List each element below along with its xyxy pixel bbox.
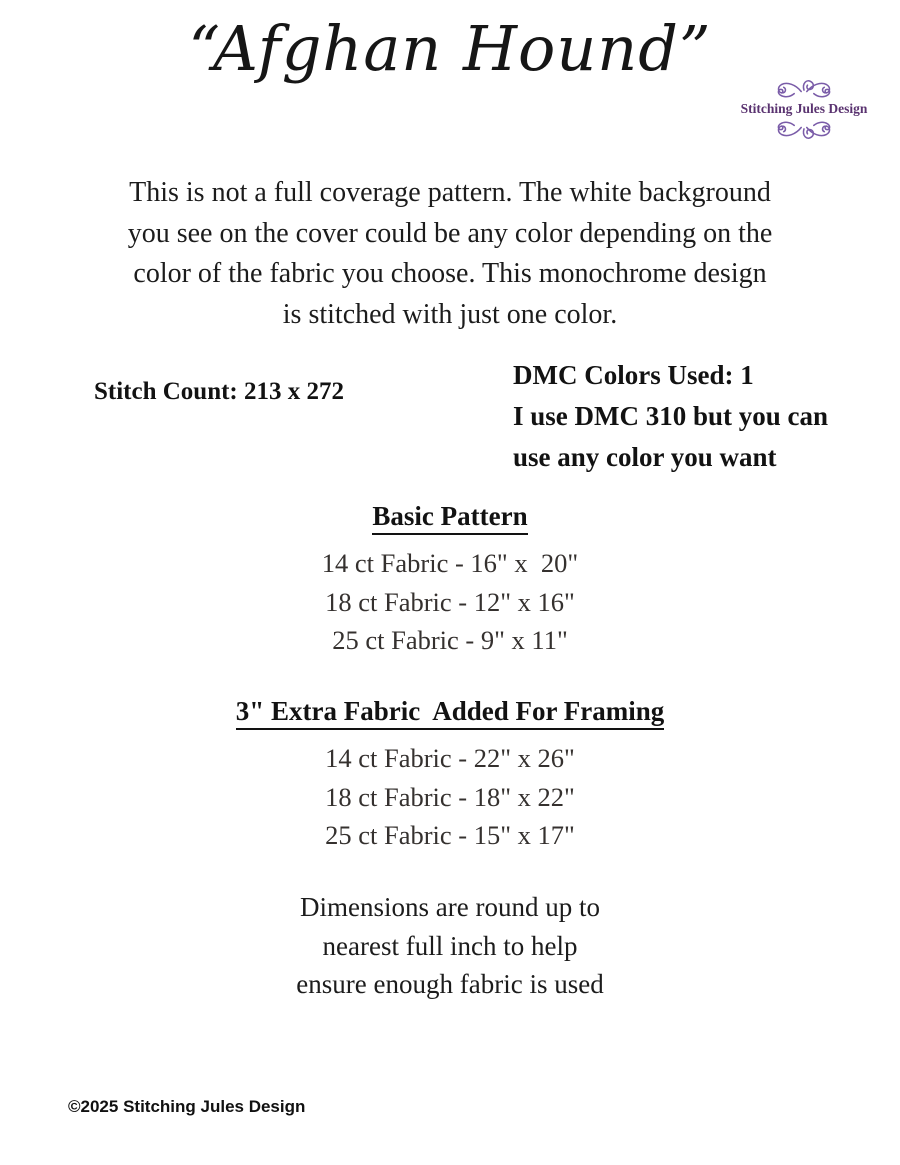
stitch-count-label: Stitch Count: 213 x 272	[94, 378, 345, 405]
flourish-ornament-icon	[755, 119, 853, 143]
intro-line: is stitched with just one color.	[282, 298, 618, 330]
page-title: “Afghan Hound”	[188, 12, 712, 85]
framing-rows	[0, 739, 900, 855]
dmc-colors-block	[513, 355, 828, 478]
intro-line: color of the fabric you choose. This monochrome design	[133, 258, 767, 289]
basic-pattern-rows	[0, 544, 900, 660]
fabric-size-row: 14 ct Fabric - 16" x 20"	[321, 548, 579, 578]
copyright-text: ©2025 Stitching Jules Design	[68, 1097, 306, 1116]
brand-logo-text: Stitching Jules Design	[740, 101, 868, 116]
intro-line: This is not a full coverage pattern. The white background	[129, 177, 771, 208]
basic-pattern-section	[0, 501, 900, 660]
brand-logo	[736, 76, 872, 144]
dmc-colors-line: DMC Colors Used: 1	[513, 360, 754, 390]
dimensions-note	[0, 888, 900, 1004]
fabric-size-row: 25 ct Fabric - 9" x 11"	[332, 625, 568, 655]
fabric-size-row: 18 ct Fabric - 12" x 16"	[325, 586, 575, 617]
dimensions-note-line: Dimensions are round up to	[300, 892, 600, 922]
intro-line: you see on the cover could be any color depending on the	[127, 217, 773, 249]
basic-pattern-heading-text: Basic Pattern	[372, 501, 527, 535]
basic-pattern-heading	[0, 501, 900, 535]
framing-heading	[0, 696, 900, 730]
dimensions-note-line: ensure enough fabric is used	[296, 969, 604, 999]
fabric-size-row: 14 ct Fabric - 22" x 26"	[325, 743, 575, 773]
framing-section	[0, 696, 900, 855]
framing-heading-text: 3" Extra Fabric Added For Framing	[236, 696, 664, 730]
fabric-size-row: 25 ct Fabric - 15" x 17"	[325, 820, 575, 850]
intro-paragraph	[0, 173, 900, 335]
fabric-size-row: 18 ct Fabric - 18" x 22"	[325, 781, 575, 812]
dimensions-note-line: nearest full inch to help	[322, 930, 578, 961]
dmc-colors-line: use any color you want	[513, 442, 777, 472]
dmc-colors-line: I use DMC 310 but you can	[513, 401, 829, 431]
flourish-ornament-icon	[755, 76, 853, 100]
